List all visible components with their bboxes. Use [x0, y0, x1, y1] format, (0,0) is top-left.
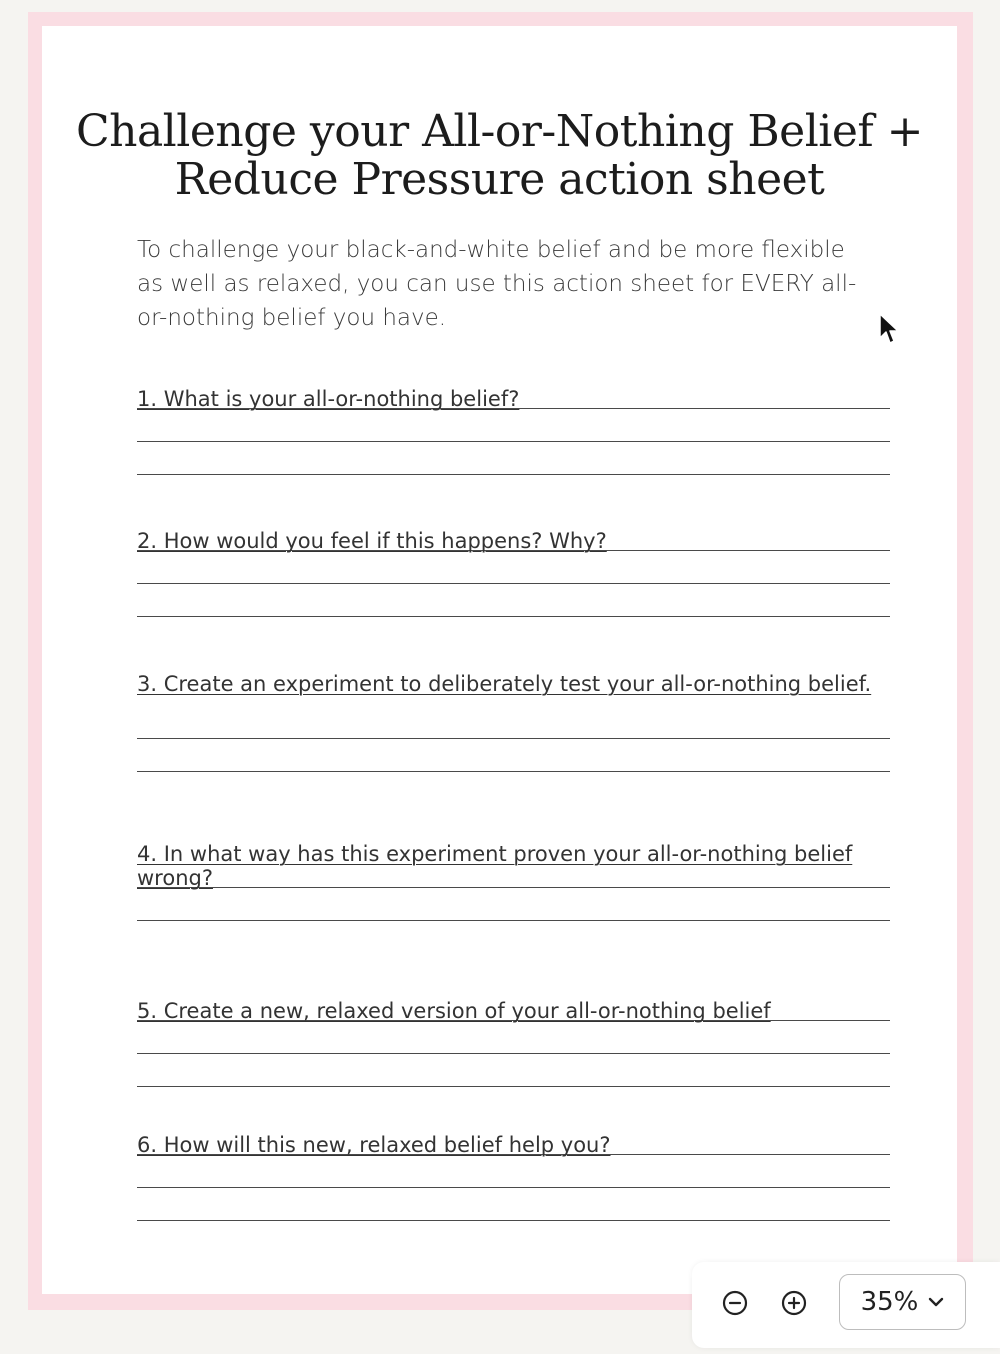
answer-line[interactable]	[137, 844, 890, 888]
answer-line[interactable]	[137, 1188, 890, 1221]
page-content	[42, 26, 957, 1294]
answer-line[interactable]	[137, 693, 890, 739]
question-label: 1. What is your all-or-nothing belief?	[137, 387, 520, 411]
answer-line[interactable]	[137, 739, 890, 772]
question-4	[137, 844, 890, 921]
question-5	[137, 988, 890, 1087]
question-label: 3. Create an experiment to deliberately test your all-or-nothing belief.	[137, 672, 872, 696]
zoom-out-button[interactable]	[720, 1288, 750, 1318]
zoom-toolbar	[692, 1262, 1000, 1348]
answer-line[interactable]	[137, 1021, 890, 1054]
page-title	[42, 108, 957, 204]
question-3	[137, 660, 890, 772]
answer-line[interactable]	[137, 988, 890, 1021]
question-label: 2. How would you feel if this happens? Why?	[137, 529, 607, 553]
answer-line[interactable]	[137, 660, 890, 696]
zoom-level-value: 35%	[860, 1287, 919, 1317]
answer-line[interactable]	[137, 584, 890, 617]
question-label: 4. In what way has this experiment proven your all-or-nothing belief	[137, 842, 853, 866]
chevron-down-icon	[928, 1297, 944, 1307]
answer-line[interactable]	[137, 888, 890, 921]
zoom-in-icon	[781, 1290, 807, 1316]
question-label: 5. Create a new, relaxed version of your all-or-nothing belief	[137, 999, 771, 1023]
question-1	[137, 376, 890, 475]
question-6	[137, 1122, 890, 1221]
answer-line[interactable]	[137, 409, 890, 442]
answer-line[interactable]	[137, 518, 890, 551]
intro-text: To challenge your black-and-white belief and be more flexible as well as relaxed, you can use this action sheet for EVERY all-or-nothing belief you have.	[137, 237, 857, 331]
question-label-continued: wrong?	[137, 866, 213, 890]
title-line-1: Challenge your All-or-Nothing Belief +	[75, 106, 924, 157]
zoom-level-select[interactable]	[839, 1274, 966, 1330]
answer-line[interactable]	[137, 551, 890, 584]
zoom-in-button[interactable]	[779, 1288, 809, 1318]
mouse-cursor-icon	[878, 312, 900, 346]
zoom-out-icon	[722, 1290, 748, 1316]
answer-line[interactable]	[137, 1155, 890, 1188]
question-2	[137, 518, 890, 617]
question-label: 6. How will this new, relaxed belief help you?	[137, 1133, 611, 1157]
title-line-2: Reduce Pressure action sheet	[174, 154, 825, 205]
answer-line[interactable]	[137, 442, 890, 475]
answer-line[interactable]	[137, 1122, 890, 1155]
document-page	[28, 12, 973, 1310]
answer-line[interactable]	[137, 376, 890, 409]
answer-line[interactable]	[137, 1054, 890, 1087]
